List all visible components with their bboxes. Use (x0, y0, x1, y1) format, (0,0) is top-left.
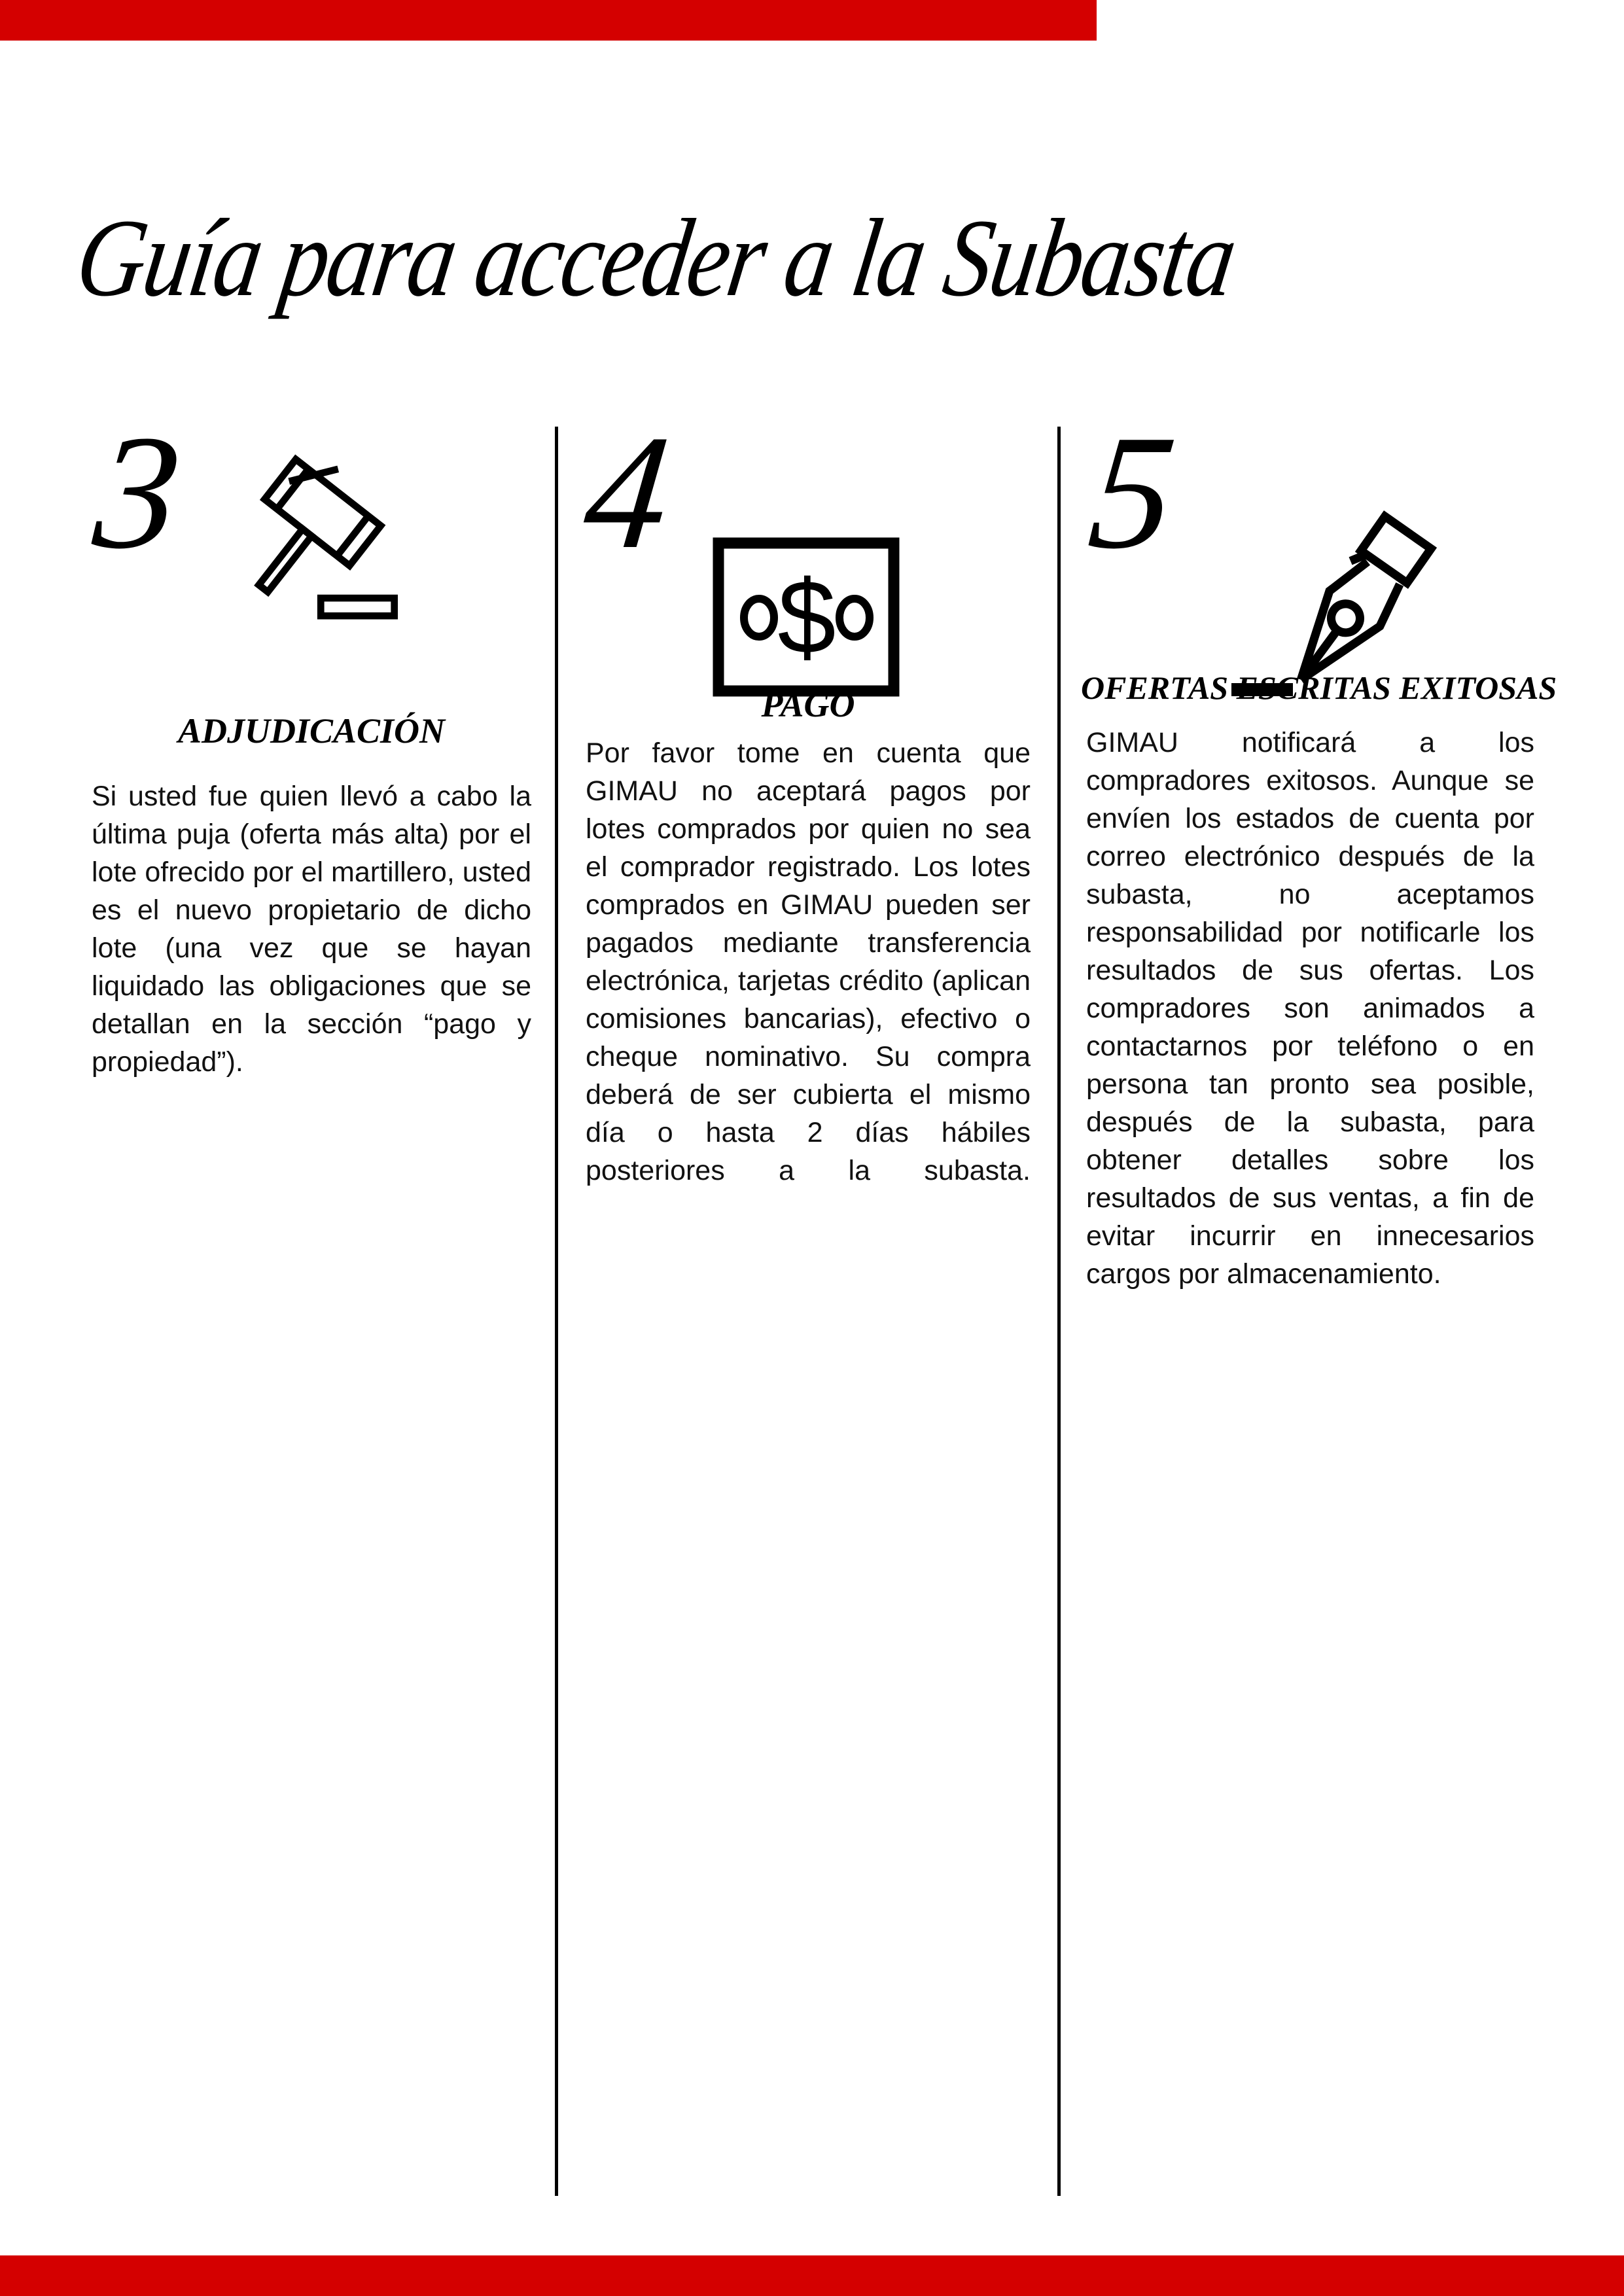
dollar-sign: $ (777, 558, 836, 675)
step-number-5: 5 (1082, 402, 1183, 583)
column-divider-right (1057, 427, 1061, 2196)
gavel-icon (243, 450, 408, 626)
column-body-adjudicacion: Si usted fue quien llevó a cabo la última puja (oferta más alta) por el lote ofrecido por el martillero, usted es el nuevo propietario de dicho lote (una vez que se hayan liquidado las obligaciones que se detallan en la sección “pago y propiedad”). (92, 781, 531, 1078)
column-body-ofertas: GIMAU notificará a los compradores exitosos. Aunque se envíen los estados de cuenta por correo electrónico después de la subasta, no aceptamos responsabilidad por notificarle los resultados de sus ofertas. Los compradores son animados a contactarnos por teléfono o en persona tan pronto sea posible, después de la subasta, para obtener detalles sobre los resultados de sus ventas, a fin de evitar incurrir en innecesarios cargos por almacenamiento. (1086, 727, 1534, 1290)
top-red-bar (0, 0, 1097, 41)
step-number-4: 4 (576, 402, 678, 583)
column-heading-pago: PAGO (761, 685, 855, 724)
page-title: Guía para acceder a la Subasta (69, 196, 1243, 319)
money-bill-icon (711, 534, 902, 700)
column-body-pago: Por favor tome en cuenta que GIMAU no aceptará pagos por lotes comprados por quien no sea el comprador registrado. Los lotes comprados en GIMAU pueden ser pagados mediante transferencia electrónica, tarjetas crédito (aplican comisiones bancarias), efectivo o cheque nominativo. Su compra deberá de ser cubierta el mismo día o hasta 2 días hábiles posteriores a la subasta. (586, 737, 1031, 1186)
column-heading-ofertas: OFERTAS ESCRITAS EXITOSAS (1081, 669, 1557, 706)
step-number-3: 3 (87, 402, 188, 583)
column-divider-left (555, 427, 558, 2196)
column-heading-adjudicacion: ADJUDICACIÓN (177, 711, 446, 751)
bottom-red-bar (0, 2255, 1624, 2296)
